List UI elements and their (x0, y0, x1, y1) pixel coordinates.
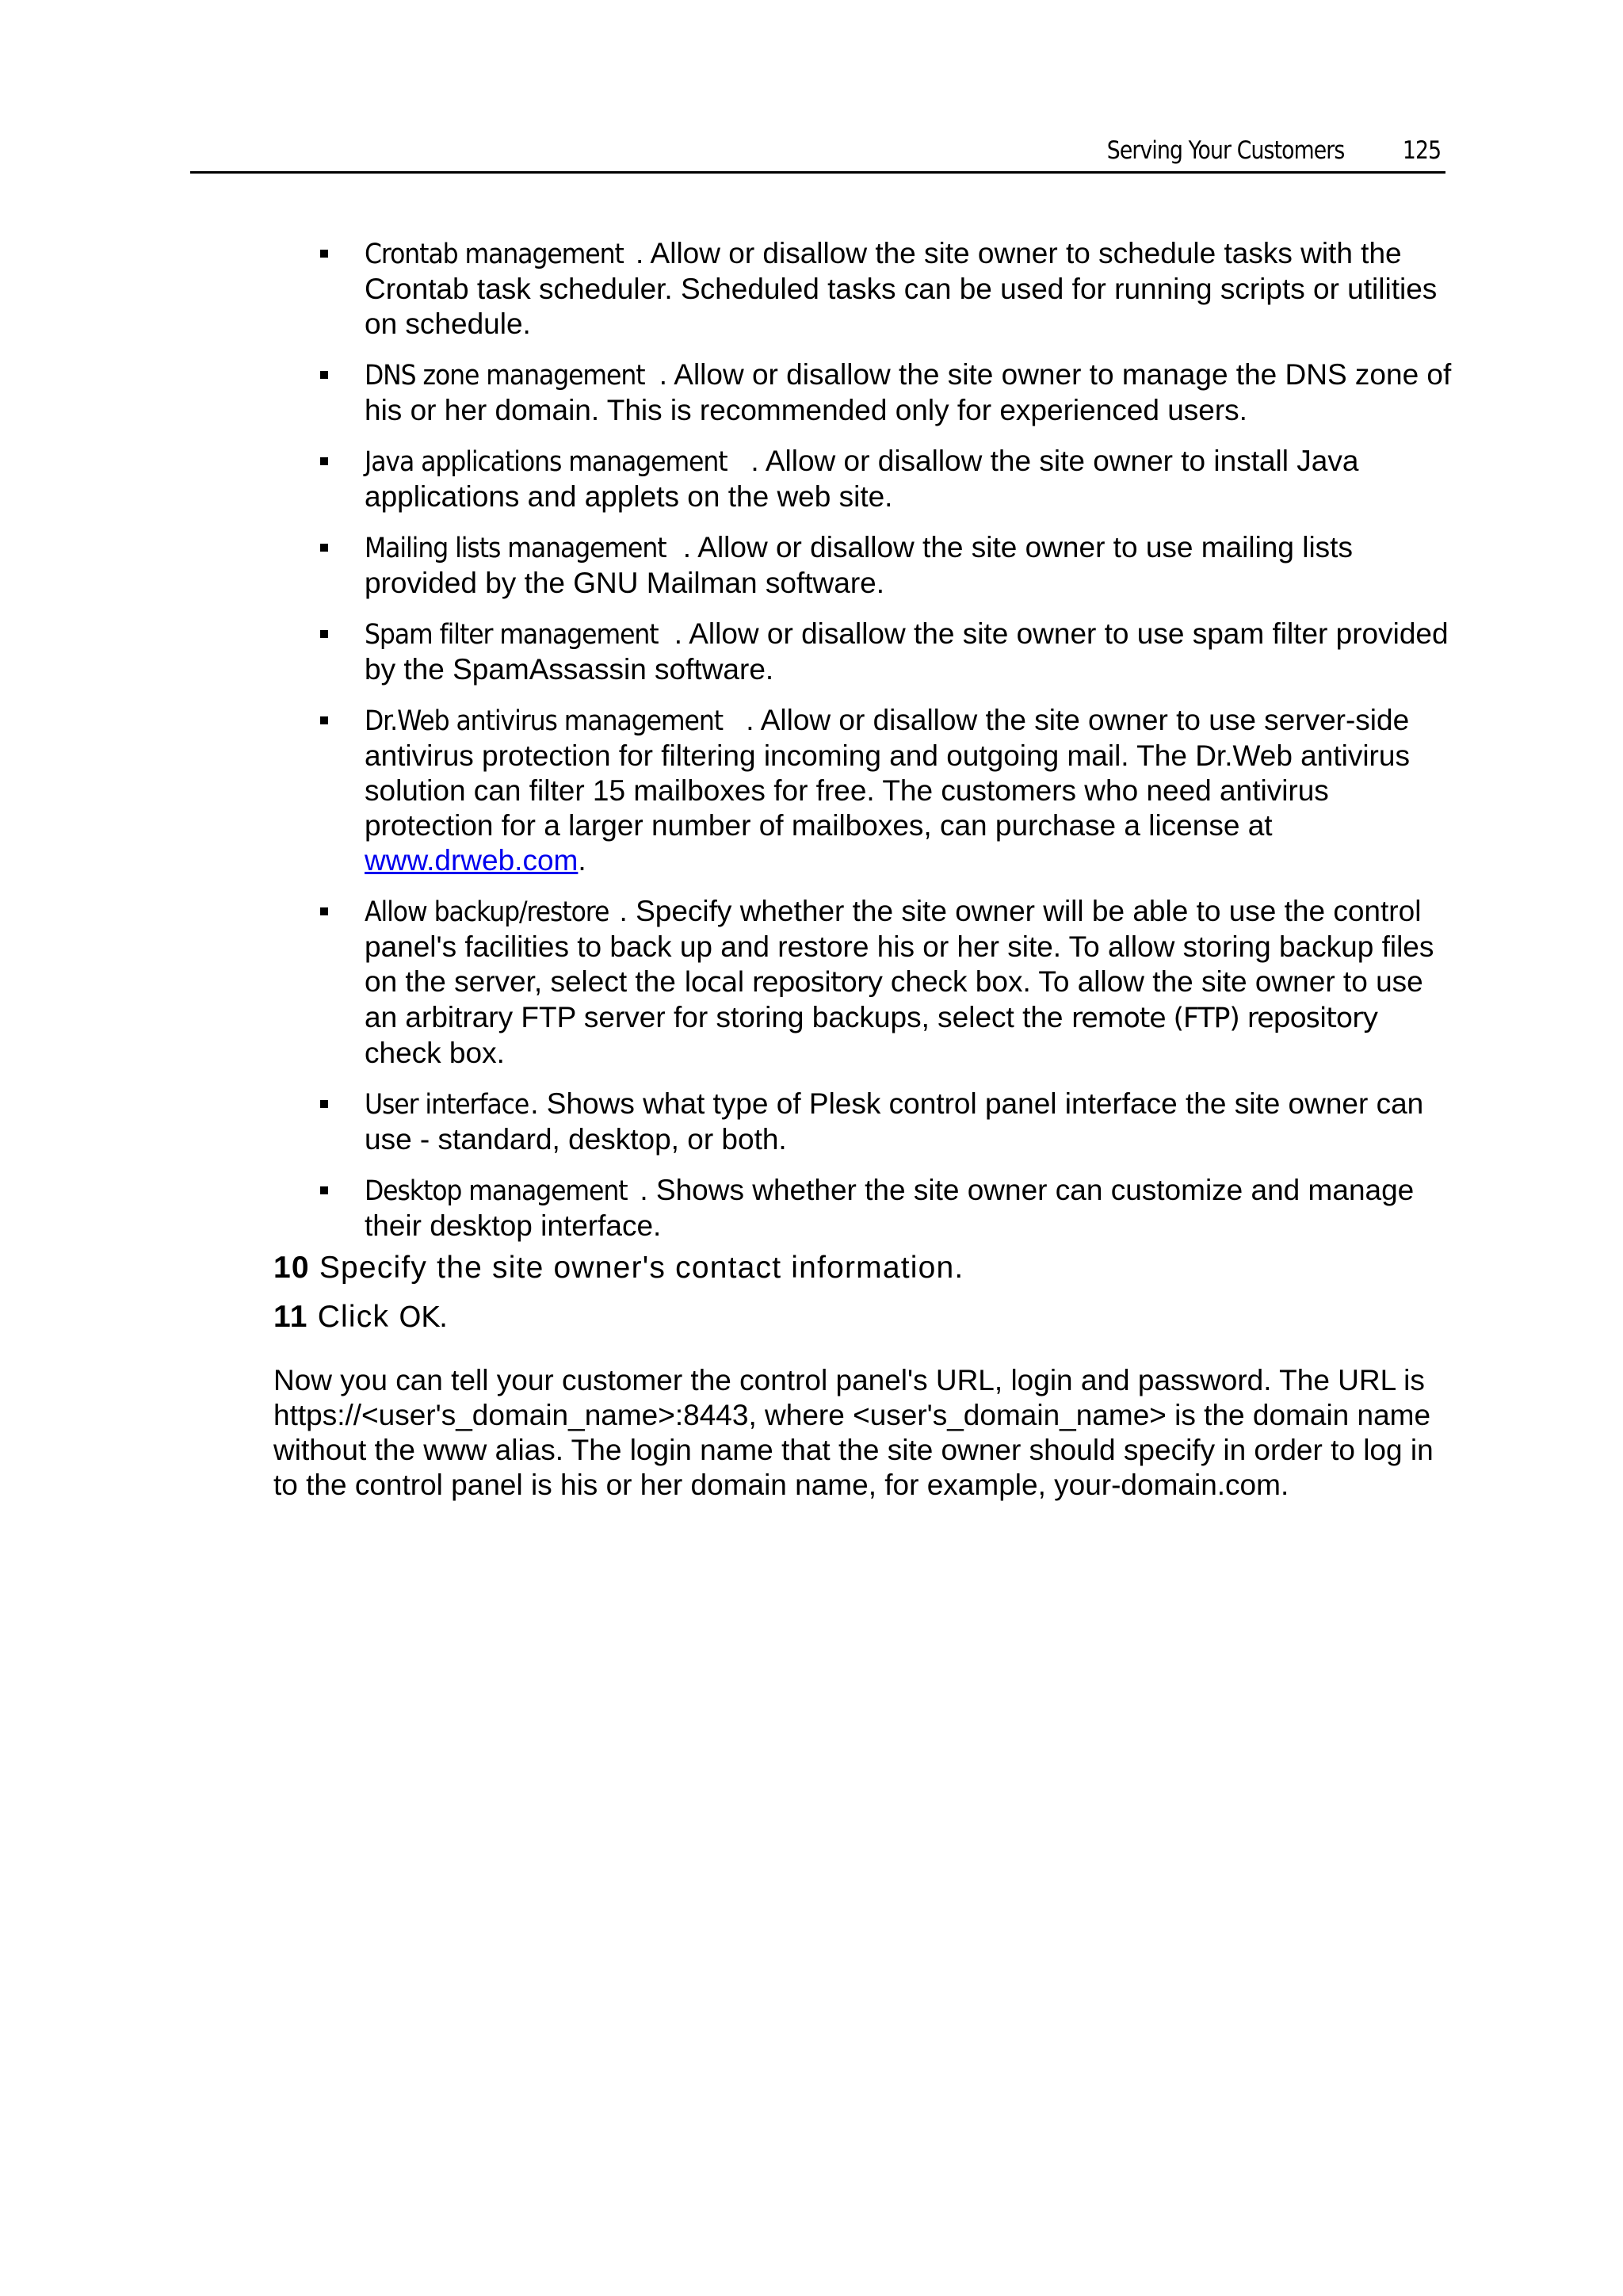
list-item (320, 617, 1461, 687)
bullet-square-icon (320, 1100, 328, 1108)
step-number: 10 (273, 1251, 310, 1285)
option-description: . Allow or disallow the site owner to manage the DNS zone of his or her domain. This is recommended only for experienced users. (365, 358, 1452, 426)
step-11 (273, 1300, 449, 1335)
option-description: . Allow or disallow the site owner to use spam filter provided by the SpamAssassin software. (365, 617, 1449, 686)
bullet-square-icon (320, 371, 328, 379)
list-item (320, 1173, 1461, 1244)
option-list (320, 236, 1461, 1259)
drweb-link[interactable]: www.drweb.com (365, 844, 579, 877)
closing-paragraph: Now you can tell your customer the control panel's URL, login and password. The URL is https://<user's_domain_name>:8443, where <user's_domain_name> is the domain name without the www alias. The login name that the site owner should specify in order to log in to the control panel is his or her domain name, for example, your-domain.com. (273, 1364, 1434, 1501)
step-number: 11 (273, 1300, 308, 1334)
ui-label-ok: OK (399, 1301, 440, 1334)
option-term: Java applications management (365, 446, 727, 478)
option-term: Mailing lists management (365, 533, 666, 564)
bullet-square-icon (320, 630, 328, 638)
option-description-continued: check box. To allow the site owner to use an arbitrary FTP server for storing backups, select the (365, 965, 1423, 1033)
page-header (190, 133, 1445, 174)
option-description: . Allow or disallow the site owner to use mailing lists provided by the GNU Mailman software. (365, 531, 1353, 599)
ui-label-local-repository: local repository (684, 967, 883, 999)
header-section-title: Serving Your Customers (1106, 136, 1344, 165)
option-description-end: . (578, 844, 586, 877)
list-item (320, 703, 1461, 878)
bullet-square-icon (320, 250, 328, 258)
option-description: . Allow or disallow the site owner to use server-side antivirus protection for filtering incoming and outgoing mail. The Dr.Web antivirus solution can filter 15 mailboxes for free. The customers who need antivirus protection for a larger number of mailboxes, can purchase a license at (365, 704, 1410, 842)
bullet-square-icon (320, 457, 328, 465)
option-description: . Shows what type of Plesk control panel interface the site owner can use - standard, desktop, or both. (365, 1087, 1424, 1156)
step-10 (273, 1251, 964, 1286)
bullet-square-icon (320, 544, 328, 552)
bullet-square-icon (320, 907, 328, 915)
option-term: Spam filter management (365, 619, 659, 651)
option-description: . Allow or disallow the site owner to install Java applications and applets on the web site. (365, 445, 1359, 513)
step-text-end: . (439, 1300, 449, 1334)
bullet-square-icon (320, 1186, 328, 1194)
list-item (320, 1087, 1461, 1157)
option-description-end: check box. (365, 1037, 505, 1069)
option-term: Dr.Web antivirus management (365, 705, 723, 737)
option-description: . Specify whether the site owner will be able to use the control panel's facilities to back up and restore his or her site. To allow storing backup files on the server, select the (365, 895, 1434, 998)
list-item (320, 894, 1461, 1071)
option-description: . Shows whether the site owner can customize and manage their desktop interface. (365, 1174, 1415, 1242)
bullet-square-icon (320, 716, 328, 724)
option-term: Allow backup/restore (365, 896, 609, 928)
step-text: Click (317, 1300, 399, 1334)
option-term: Crontab management (365, 239, 624, 270)
list-item (320, 357, 1461, 428)
list-item (320, 444, 1461, 514)
option-term: DNS zone management (365, 360, 645, 392)
list-item (320, 236, 1461, 342)
option-term: Desktop management (365, 1175, 628, 1207)
option-description: . Allow or disallow the site owner to schedule tasks with the Crontab task scheduler. Scheduled tasks can be used for running scripts or utilities on schedule. (365, 237, 1438, 340)
option-term: User interface (365, 1089, 529, 1121)
header-page-number: 125 (1402, 136, 1441, 165)
list-item (320, 530, 1461, 601)
ui-label-remote-repository: remote (FTP) repository (1071, 1003, 1378, 1034)
step-text: Specify the site owner's contact information. (319, 1251, 964, 1285)
